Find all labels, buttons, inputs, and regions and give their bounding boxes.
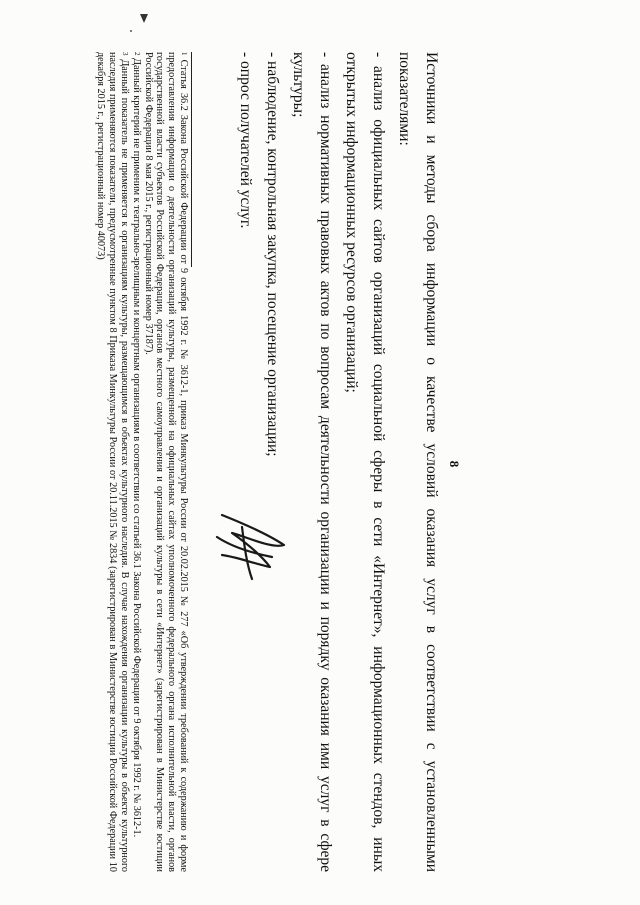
- footnote-1: [142, 52, 189, 872]
- footnote-mark: 3: [121, 52, 130, 56]
- footnote-text: Статья 36.2 Закона Российской Федерации от 9 октября 1992 г. № 3612-1, приказ Минкультуры России от 20.02.2015 № 277 «Об утверждении требований к содержанию и форме предоставления информации о деятельности организаций культуры, размещенной на официальных сайтах уполномоченного федерального органа исполнительной власти, органов государственной власти субъектов Российской Федерации, органов местного самоуправления и организаций культуры в сети «Интернет» (зарегистрирован в Министерстве юстиции Российской Федерации 8 мая 2015 г., регистрационный номер 37187).: [142, 52, 189, 873]
- scan-speck: [130, 30, 132, 32]
- handwritten-signature: [207, 507, 292, 587]
- footnote-mark: 2: [132, 52, 141, 56]
- footnotes: [95, 52, 189, 872]
- list-item: - наблюдение, контрольная закупка, посещение организации;: [264, 52, 281, 457]
- list-item: - анализ официальных сайтов организаций социальной сферы в сети «Интернет», информационных стендов, иных открытых информационных ресурсов организаций;: [343, 52, 387, 872]
- footnote-text: Данный показатель не применяется к организациям культуры, размещающимся в объектах культурного наследия. В случае нахождения организации культуры в объекте культурного наследия применяются показатели, предусмотренные пунктом 8 Приказа Минкультуры России от 20.11.2015 № 2834 (зарегистрирован в Министерстве юстиции Российской Федерации 10 декабря 2015 г., регистрационный номер 40073): [95, 52, 131, 872]
- main-text: [232, 52, 444, 872]
- footnote-text: Данный критерий не применим к театрально-зрелищным и концертным организациям в соответствии со статьей 36.1 Закона Российской Федерации от 9 октября 1992 г. № 3612-1.: [130, 58, 142, 838]
- scan-mark-icon: [140, 14, 148, 24]
- footnote-3: [95, 52, 130, 872]
- list-item: - анализ нормативных правовых актов по вопросам деятельности организации и порядку оказания ими услуг в сфере культуры;: [290, 52, 334, 872]
- footnote-2: [130, 52, 142, 872]
- list-item: - опрос получателей услуг.: [237, 52, 255, 229]
- footnote-mark: 1: [180, 52, 188, 56]
- page-number: 8: [447, 460, 462, 468]
- intro-paragraph: Источники и методы сбора информации о качестве условий оказания услуг в соответствии с установленными показателями:: [396, 52, 440, 872]
- footnote-separator: [191, 52, 192, 267]
- rotated-content: [42, 52, 462, 872]
